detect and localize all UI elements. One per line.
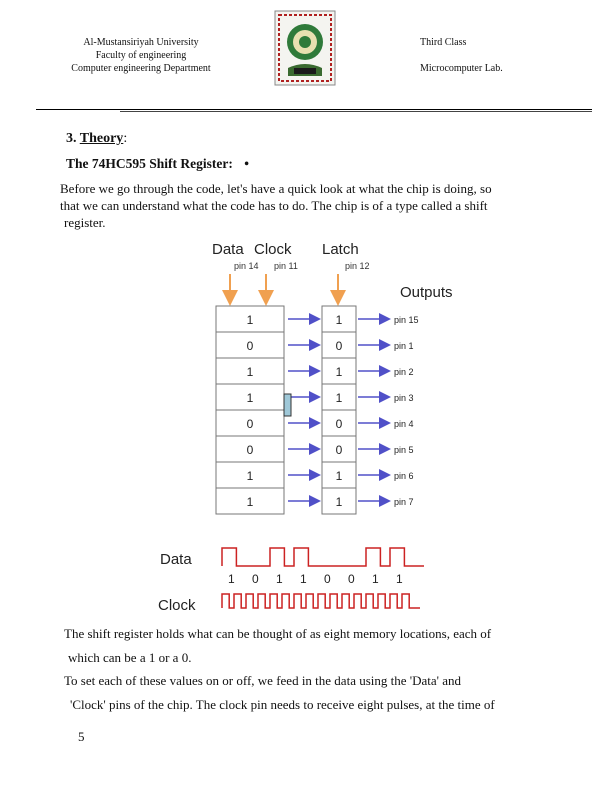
shift-register-cells bbox=[216, 306, 284, 514]
output-pin-label: pin 1 bbox=[394, 341, 414, 351]
timing-data-label: Data bbox=[160, 551, 192, 568]
latch-bit: 1 bbox=[335, 391, 343, 405]
intro-paragraph bbox=[60, 180, 580, 231]
subtitle-text: The 74HC595 Shift Register: bbox=[66, 156, 233, 171]
output-pin-label: pin 6 bbox=[394, 471, 414, 481]
shift-bit: 0 bbox=[246, 417, 254, 431]
faculty-name: Faculty of engineering bbox=[95, 50, 187, 61]
timing-bit: 1 bbox=[372, 572, 379, 586]
intro-line: register. bbox=[64, 215, 106, 230]
output-pin-label: pin 2 bbox=[394, 367, 414, 377]
university-logo bbox=[274, 10, 336, 86]
subtitle bbox=[66, 155, 249, 172]
timing-diagram bbox=[150, 540, 430, 615]
latch-bit: 0 bbox=[335, 443, 343, 457]
latch-bit: 1 bbox=[335, 365, 343, 379]
header-right-lab: Microcomputer Lab. bbox=[420, 63, 503, 74]
label-latch: Latch bbox=[322, 241, 359, 258]
bullet-icon: • bbox=[244, 156, 249, 171]
pin-data: pin 14 bbox=[234, 261, 259, 271]
paragraph-line: To set each of these values on or off, we feed in the data using the 'Data' and bbox=[64, 673, 462, 688]
intro-line: Before we go through the code, let's have a quick look at what the chip is doing, so bbox=[60, 181, 492, 196]
pin-latch: pin 12 bbox=[345, 261, 370, 271]
timing-bit: 1 bbox=[300, 572, 307, 586]
latch-cells bbox=[322, 306, 356, 514]
pin-clock: pin 11 bbox=[274, 261, 298, 271]
shift-bit: 1 bbox=[246, 495, 254, 509]
outputs-title: Outputs bbox=[400, 284, 453, 301]
timing-bit: 1 bbox=[276, 572, 283, 586]
output-pin-label: pin 3 bbox=[394, 393, 414, 403]
section-title bbox=[66, 130, 127, 147]
header-left bbox=[66, 36, 216, 75]
shift-bit: 1 bbox=[246, 469, 254, 483]
clock-edge-marker bbox=[284, 394, 291, 416]
timing-bit-labels bbox=[228, 572, 403, 586]
section-title-word: Theory bbox=[79, 131, 124, 146]
timing-bit: 0 bbox=[252, 572, 259, 586]
timing-bit: 0 bbox=[348, 572, 355, 586]
shift-bit: 1 bbox=[246, 391, 254, 405]
shift-bit: 0 bbox=[246, 443, 254, 457]
shift-bit: 1 bbox=[246, 313, 254, 327]
header-divider bbox=[36, 109, 592, 110]
shift-bit: 0 bbox=[246, 339, 254, 353]
paragraph-line: which can be a 1 or a 0. bbox=[68, 649, 192, 665]
page-number: 5 bbox=[78, 729, 85, 744]
body-paragraph bbox=[64, 622, 584, 716]
shift-register-diagram bbox=[200, 236, 470, 526]
latch-bit: 1 bbox=[335, 469, 343, 483]
latch-bit: 1 bbox=[335, 495, 343, 509]
logo-emblem-icon bbox=[274, 10, 336, 86]
intro-line: that we can understand what the code has to do. The chip is of a type called a shift bbox=[60, 198, 488, 213]
section-number: 3. bbox=[66, 131, 77, 146]
data-waveform bbox=[222, 548, 424, 566]
department-name: Computer engineering Department bbox=[71, 63, 211, 74]
timing-clock-label: Clock bbox=[158, 597, 196, 614]
latch-bit: 1 bbox=[335, 313, 343, 327]
paragraph-line: The shift register holds what can be thought of as eight memory locations, each of bbox=[64, 626, 492, 641]
latch-bit: 0 bbox=[335, 417, 343, 431]
timing-bit: 0 bbox=[324, 572, 331, 586]
shift-bit: 1 bbox=[246, 365, 254, 379]
output-pin-label: pin 4 bbox=[394, 419, 414, 429]
timing-bit: 1 bbox=[396, 572, 403, 586]
label-clock: Clock bbox=[254, 241, 292, 258]
header-right-class: Third Class bbox=[420, 37, 467, 48]
output-pin-label: pin 5 bbox=[394, 445, 414, 455]
output-pin-label: pin 7 bbox=[394, 497, 414, 507]
label-data: Data bbox=[212, 241, 244, 258]
clock-waveform bbox=[222, 594, 420, 608]
university-name: Al-Mustansiriyah University bbox=[83, 37, 199, 48]
paragraph-line: 'Clock' pins of the chip. The clock pin needs to receive eight pulses, at the time of bbox=[70, 696, 495, 712]
section-title-colon: : bbox=[123, 131, 128, 146]
output-pin-label: pin 15 bbox=[394, 315, 419, 325]
timing-bit: 1 bbox=[228, 572, 235, 586]
latch-bit: 0 bbox=[335, 339, 343, 353]
header-divider-secondary bbox=[120, 111, 592, 112]
